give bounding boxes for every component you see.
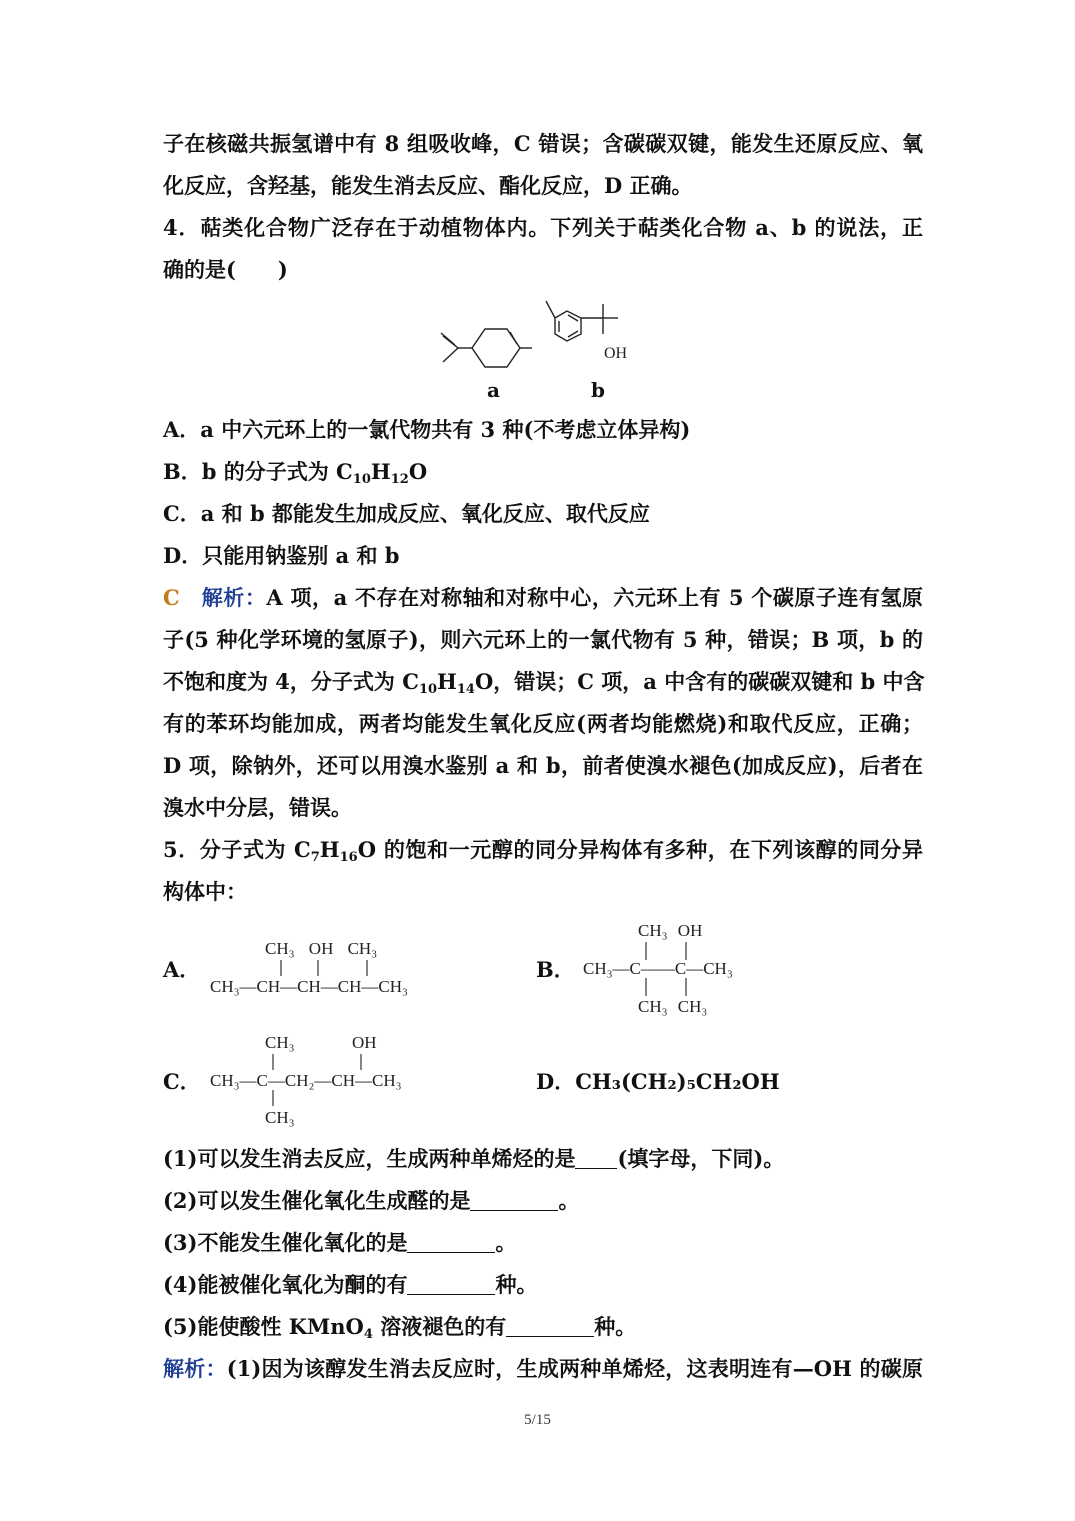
q5-b-top: CH₃ OH: [638, 921, 703, 940]
q5-sub-2: (2)可以发生催化氧化生成醛的是 。: [163, 1188, 580, 1213]
page-number: 5/15: [524, 1412, 551, 1428]
q5-option-d: D．CH₃(CH₂)₅CH₂OH: [536, 1069, 780, 1094]
q5-a-substituents: CH₃ OH CH₃: [265, 939, 378, 958]
prev-answer-line-2: 化反应，含羟基，能发生消去反应、酯化反应，D 正确。: [163, 173, 693, 198]
q5-sub-5: (5)能使酸性 KMnO$_4$ 溶液褪色的有 种。: [163, 1314, 637, 1342]
structure-b: [540, 296, 640, 346]
q4-analysis-line-6: 溴水中分层，错误。: [163, 795, 352, 820]
q5-stem-line-1: 5．分子式为 $C_7H_{16}O$ 的饱和一元醇的同分异构体有多种，在下列该醇的同分异: [163, 837, 923, 865]
q5-sub-1: (1)可以发生消去反应，生成两种单烯烃的是 (填字母，下同)。: [163, 1146, 785, 1171]
q4-analysis-line-2: 子(5 种化学环境的氢原子)，则六元环上的一氯代物有 5 种，错误；B 项，b 的: [163, 627, 923, 652]
q4-analysis-line-1: C 解析：A 项，a 不存在对称轴和对称中心，六元环上有 5 个碳原子连有氢原: [163, 585, 923, 610]
q4-option-c: C．a 和 b 都能发生加成反应、氧化反应、取代反应: [163, 501, 650, 526]
q5-stem-line-2: 构体中：: [163, 879, 247, 904]
structure-a-label: a: [487, 378, 500, 402]
structure-a: [436, 322, 546, 374]
answer-blank-4[interactable]: [407, 1274, 495, 1295]
q5-d-formula: CH₃(CH₂)₅CH₂OH: [575, 1069, 780, 1094]
q5-sub-3: (3)不能发生催化氧化的是 。: [163, 1230, 517, 1255]
answer-blank-1[interactable]: [575, 1148, 617, 1169]
q5-c-main-chain: CH₃—C—CH₂—CH—CH₃: [210, 1071, 402, 1090]
q5-c-top-ch3: CH₃: [265, 1033, 295, 1052]
analysis-label: 解析：: [163, 1356, 227, 1381]
q4-option-d: D．只能用钠鉴别 a 和 b: [163, 543, 400, 568]
q4-stem-line-2: 确的是( ): [163, 257, 288, 282]
q4-analysis-line-3: 不饱和度为 4，分子式为 $C_{10}H_{14}O$，错误；C 项，a 中含有的碳碳双键和 b 中含: [163, 669, 925, 697]
q5-b-bottom: CH₃ CH₃: [638, 997, 708, 1016]
q5-c-top-oh: OH: [352, 1033, 377, 1052]
structure-b-oh: OH: [604, 345, 628, 362]
prev-answer-line-1: 子在核磁共振氢谱中有 8 组吸收峰，C 错误；含碳碳双键，能发生还原反应、氧: [163, 131, 923, 156]
q4-analysis-line-5: D 项，除钠外，还可以用溴水鉴别 a 和 b，前者使溴水褪色(加成反应)，后者在: [163, 753, 923, 778]
q5-b-main-chain: CH₃—C——C—CH₃: [583, 959, 733, 978]
answer-blank-3[interactable]: [407, 1232, 495, 1253]
q4-answer: C: [163, 585, 180, 610]
q5-c-bottom: CH₃: [265, 1108, 295, 1127]
q5-analysis-line-1: 解析：(1)因为该醇发生消去反应时，生成两种单烯烃，这表明连有—OH 的碳原: [163, 1356, 923, 1381]
q4-option-a: A．a 中六元环上的一氯代物共有 3 种(不考虑立体异构): [163, 417, 691, 442]
q5-sub-4: (4)能被催化氧化为酮的有 种。: [163, 1272, 538, 1297]
q5-option-c-label: C．: [163, 1069, 201, 1094]
q5-a-main-chain: CH₃—CH—CH—CH—CH₃: [210, 977, 408, 996]
q5-option-b-label: B．: [536, 957, 575, 982]
q4-analysis-line-4: 有的苯环均能加成，两者均能发生氧化反应(两者均能燃烧)和取代反应，正确；: [163, 711, 923, 736]
q5-option-a-label: A．: [163, 957, 201, 982]
q4-option-b: B．b 的分子式为 $C_{10}H_{12}O$: [163, 459, 428, 487]
analysis-label: 解析：: [201, 585, 267, 610]
structure-b-label: b: [591, 378, 605, 402]
q4-stem-line-1: 4．萜类化合物广泛存在于动植物体内。下列关于萜类化合物 a、b 的说法，正: [163, 215, 923, 240]
answer-blank-5[interactable]: [506, 1316, 594, 1337]
answer-blank-2[interactable]: [470, 1190, 558, 1211]
